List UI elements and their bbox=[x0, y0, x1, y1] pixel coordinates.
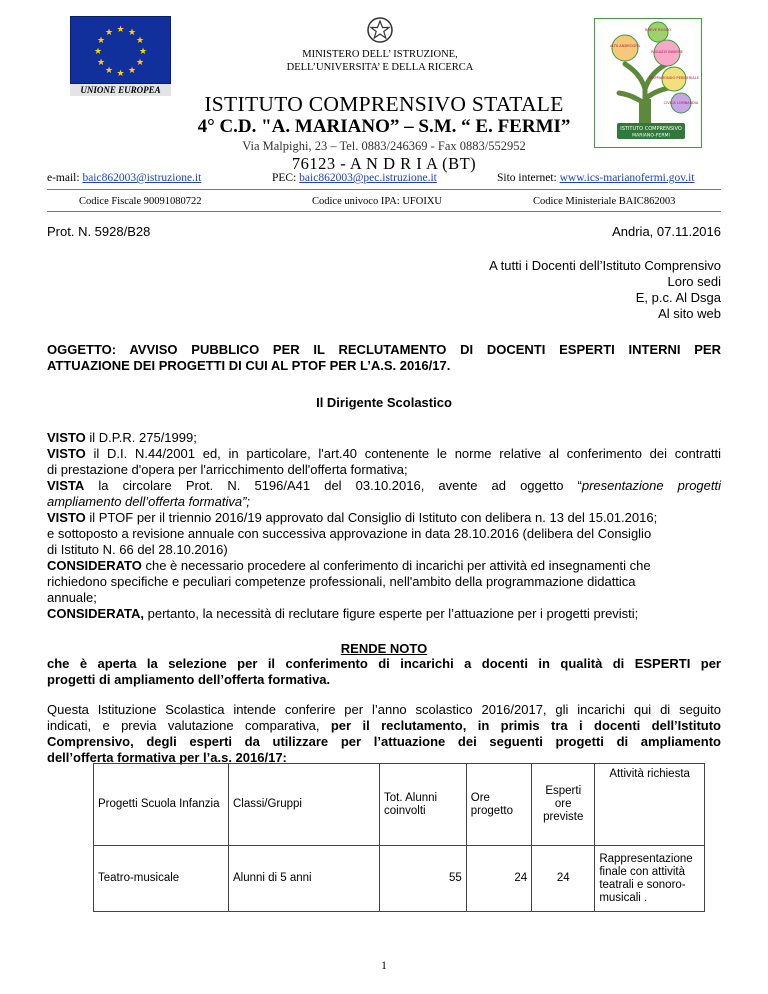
considerato-line-1 bbox=[47, 558, 651, 573]
considerato-line-2: richiedono specifiche e peculiari competenze professionali, nell'ambito della programmazione didattica bbox=[47, 574, 636, 589]
recipient-line: E, p.c. Al Dsga bbox=[635, 290, 721, 305]
table-cell: Teatro-musicale bbox=[94, 846, 229, 912]
svg-text:★: ★ bbox=[135, 58, 145, 68]
eu-flag-logo bbox=[70, 16, 171, 84]
logo-caption-2: MARIANO-FERMI bbox=[632, 133, 670, 139]
pec-contact bbox=[272, 172, 437, 184]
svg-text:★: ★ bbox=[127, 28, 137, 38]
visto-3-line-3: di Istituto N. 66 del 28.10.2016) bbox=[47, 542, 228, 557]
visto-1 bbox=[47, 430, 197, 445]
keyword: VISTO bbox=[47, 446, 86, 461]
text: la circolare Prot. N. 5196/A41 del 03.10.2016, avente ad oggetto “ bbox=[84, 478, 582, 493]
letter-date: Andria, 07.11.2016 bbox=[612, 224, 721, 239]
subject-line-1: OGGETTO: AVVISO PUBBLICO PER IL RECLUTAMENTO DI DOCENTI ESPERTI INTERNI PER bbox=[47, 342, 721, 357]
header-divider bbox=[47, 189, 721, 190]
email-link[interactable]: baic862003@istruzione.it bbox=[82, 172, 202, 184]
paragraph-line-1: Questa Istituzione Scolastica intende conferire per l’anno scolastico 2016/2017, gli incarichi qui di seguito bbox=[47, 702, 721, 717]
school-address: Via Malpighi, 23 – Tel. 0883/246369 - Fax 0883/552952 bbox=[242, 139, 526, 153]
svg-text:★: ★ bbox=[96, 58, 106, 68]
ministry-heading bbox=[250, 48, 510, 74]
text: il D.P.R. 275/1999; bbox=[85, 430, 197, 445]
logo-leaf-label: ALTA ANDROGRA bbox=[609, 44, 641, 48]
paragraph-line-3: Comprensivo, degli esperti da utilizzare per l’attuazione dei seguenti progetti di ampliamento bbox=[47, 734, 721, 749]
logo-leaf-label: MAPPAMONDO PERIFERIALE bbox=[648, 76, 700, 80]
table-row bbox=[94, 846, 705, 912]
paragraph-line-4: dell’offerta formativa per l’a.s. 2016/17: bbox=[47, 750, 287, 765]
rende-noto-line-1: che è aperta la selezione per il conferimento di incarichi a docenti in qualità di ESPERTI per bbox=[47, 656, 721, 671]
text: pertanto, la necessità di reclutare figure esperte per l’attuazione per i progetti previsti; bbox=[144, 606, 639, 621]
svg-text:★: ★ bbox=[104, 66, 114, 76]
site-label: Sito internet: bbox=[497, 172, 560, 184]
page-number: 1 bbox=[381, 960, 387, 972]
keyword: VISTA bbox=[47, 478, 85, 493]
recipient-line: Al sito web bbox=[658, 306, 721, 321]
logo-leaf-label: RAGAZZI INSIEME bbox=[651, 50, 683, 54]
codice-ipa: Codice univoco IPA: UFOIXU bbox=[312, 196, 442, 207]
text: indicati, e previa valutazione comparativa, bbox=[47, 718, 331, 733]
italian-republic-emblem-icon bbox=[366, 16, 394, 44]
projects-table bbox=[93, 763, 705, 912]
visto-2-line-2: di prestazione d'opera per l'arricchimento dell'offerta formativa; bbox=[47, 462, 408, 477]
svg-text:★: ★ bbox=[93, 47, 103, 57]
svg-text:★: ★ bbox=[104, 28, 114, 38]
visto-3-line-1 bbox=[47, 510, 657, 525]
table-cell: 24 bbox=[466, 846, 531, 912]
logo-leaf-label: CIVICA LOMBARDIA bbox=[663, 101, 699, 105]
protocol-number: Prot. N. 5928/B28 bbox=[47, 224, 151, 239]
table-header-row bbox=[94, 764, 705, 846]
school-subtitle: 4° C.D. "A. MARIANO” – S.M. “ E. FERMI” bbox=[197, 116, 571, 137]
codice-fiscale: Codice Fiscale 90091080722 bbox=[79, 196, 202, 207]
italic-text: presentazione progetti bbox=[581, 478, 721, 493]
svg-text:★: ★ bbox=[138, 47, 148, 57]
table-header-cell: Ore progetto bbox=[466, 764, 531, 846]
pec-label: PEC: bbox=[272, 172, 300, 184]
table-cell: Alunni di 5 anni bbox=[228, 846, 379, 912]
codice-ministeriale: Codice Ministeriale BAIC862003 bbox=[533, 196, 676, 207]
text: il PTOF per il triennio 2016/19 approvato dal Consiglio di Istituto con delibera n. 13 del 15.01.2016; bbox=[85, 510, 658, 525]
bold-text: per il reclutamento, in primis tra i docenti dell’Istituto bbox=[330, 718, 721, 733]
logo-leaf-label: BREVE ROSSO bbox=[645, 28, 671, 32]
school-name: ISTITUTO COMPRENSIVO STATALE bbox=[204, 92, 564, 116]
vista-line-1 bbox=[47, 478, 721, 493]
ministry-line-2: DELL’UNIVERSITA’ E DELLA RICERCA bbox=[286, 62, 474, 73]
text: che è necessario procedere al conferimento di incarichi per attività ed insegnamenti che bbox=[141, 558, 651, 573]
email-label: e-mail: bbox=[47, 172, 83, 184]
school-city: 76123 - A N D R I A (BT) bbox=[291, 154, 477, 173]
subject-line-2: ATTUAZIONE DEI PROGETTI DI CUI AL PTOF PER L’A.S. 2016/17. bbox=[47, 358, 451, 373]
keyword: CONSIDERATA, bbox=[47, 606, 145, 621]
table-cell: 24 bbox=[532, 846, 595, 912]
rende-noto-heading: RENDE NOTO bbox=[340, 641, 428, 656]
text: il D.I. N.44/2001 ed, in particolare, l'art.40 contenente le norme relative al conferimento dei contratti bbox=[85, 446, 721, 461]
visto-2-line-1 bbox=[47, 446, 721, 461]
considerata-line bbox=[47, 606, 638, 621]
site-contact bbox=[497, 172, 694, 184]
table-cell: 55 bbox=[380, 846, 467, 912]
email-contact bbox=[47, 172, 201, 184]
table-header-cell: Esperti ore previste bbox=[532, 764, 595, 846]
svg-text:★: ★ bbox=[116, 25, 125, 35]
vista-line-2: ampliamento dell’offerta formativa”; bbox=[47, 494, 251, 509]
eu-label: UNIONE EUROPEA bbox=[70, 84, 171, 96]
header-divider bbox=[47, 211, 721, 212]
paragraph-line-2 bbox=[47, 718, 721, 733]
keyword: VISTO bbox=[47, 430, 86, 445]
keyword: VISTO bbox=[47, 510, 86, 525]
site-link[interactable]: www.ics-marianofermi.gov.it bbox=[559, 172, 695, 184]
logo-caption-1: ISTITUTO COMPRENSIVO bbox=[620, 126, 682, 132]
table-header-cell: Tot. Alunni coinvolti bbox=[380, 764, 467, 846]
table-header-cell: Progetti Scuola Infanzia bbox=[94, 764, 229, 846]
svg-text:★: ★ bbox=[116, 69, 125, 79]
rende-noto-line-2: progetti di ampliamento dell’offerta formativa. bbox=[47, 672, 331, 687]
recipient-line: Loro sedi bbox=[667, 274, 721, 289]
considerato-line-3: annuale; bbox=[47, 590, 97, 605]
pec-link[interactable]: baic862003@pec.istruzione.it bbox=[299, 172, 437, 184]
recipients-block bbox=[380, 258, 721, 322]
svg-text:★: ★ bbox=[96, 36, 106, 46]
table-header-cell: Attività richiesta bbox=[595, 764, 705, 846]
ministry-line-1: MINISTERO DELL’ ISTRUZIONE, bbox=[302, 49, 458, 60]
keyword: CONSIDERATO bbox=[47, 558, 142, 573]
svg-text:★: ★ bbox=[135, 36, 145, 46]
visto-3-line-2: e sottoposto a revisione annuale con successiva approvazione in data 28.10.2016 (delibera del Consiglio bbox=[47, 526, 652, 541]
svg-text:★: ★ bbox=[127, 66, 137, 76]
table-cell: Rappresentazione finale con attività teatrali e sonoro-musicali . bbox=[595, 846, 705, 912]
signatory-heading: Il Dirigente Scolastico bbox=[316, 395, 452, 410]
table-header-cell: Classi/Gruppi bbox=[228, 764, 379, 846]
recipient-line: A tutti i Docenti dell’Istituto Comprensivo bbox=[489, 258, 721, 273]
